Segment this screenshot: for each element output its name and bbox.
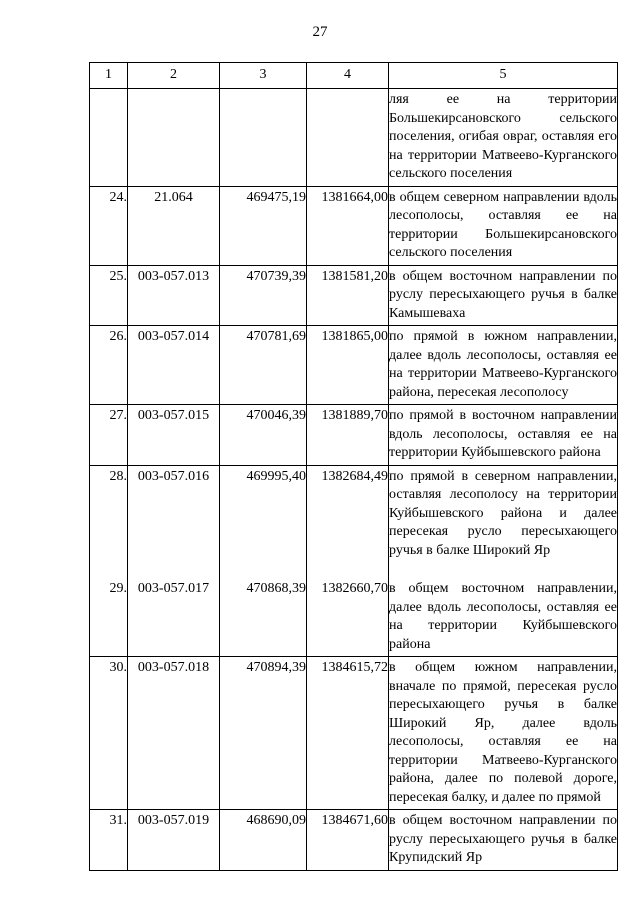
point-code: 003-057.017 (128, 562, 220, 657)
row-number: 25. (90, 265, 128, 326)
row-number: 24. (90, 186, 128, 265)
point-code: 003-057.015 (128, 405, 220, 466)
table-row (90, 405, 618, 466)
table-row (90, 465, 618, 562)
x-coordinate: 470046,39 (220, 405, 307, 466)
route-description: по прямой в северном направлении, оставляя лесополосу на территории Куйбышевского района и далее пересекая русло пересыхающего ручья в балке Широкий Яр (389, 465, 618, 562)
empty-cell (128, 89, 220, 187)
x-coordinate: 470894,39 (220, 657, 307, 810)
header-cell-4: 4 (307, 63, 389, 89)
x-coordinate: 468690,09 (220, 810, 307, 871)
row-number: 30. (90, 657, 128, 810)
y-coordinate: 1384671,60 (307, 810, 389, 871)
table-row (90, 657, 618, 810)
x-coordinate: 470781,69 (220, 326, 307, 405)
route-description: по прямой в южном направлении, далее вдоль лесополосы, оставляя ее на территории Матвеево-Курганского района, пересекая лесополосу (389, 326, 618, 405)
x-coordinate: 469475,19 (220, 186, 307, 265)
y-coordinate: 1382660,70 (307, 562, 389, 657)
header-cell-5: 5 (389, 63, 618, 89)
header-cell-3: 3 (220, 63, 307, 89)
y-coordinate: 1381664,00 (307, 186, 389, 265)
table-row (90, 326, 618, 405)
x-coordinate: 470739,39 (220, 265, 307, 326)
point-code: 003-057.013 (128, 265, 220, 326)
y-coordinate: 1384615,72 (307, 657, 389, 810)
y-coordinate: 1382684,49 (307, 465, 389, 562)
table-row (90, 186, 618, 265)
x-coordinate: 470868,39 (220, 562, 307, 657)
header-row (90, 63, 618, 89)
y-coordinate: 1381889,70 (307, 405, 389, 466)
table-row (90, 562, 618, 657)
row-number: 27. (90, 405, 128, 466)
empty-cell (220, 89, 307, 187)
point-code: 21.064 (128, 186, 220, 265)
boundary-table (89, 62, 618, 871)
route-description: в общем южном направлении, вначале по прямой, пересекая русло пересыхающего ручья в балке Широкий Яр, далее вдоль лесополосы, оставляя ее на территории Матвеево-Курганского района, далее по полевой дороге, пересекая балку, и далее по прямой (389, 657, 618, 810)
point-code: 003-057.018 (128, 657, 220, 810)
y-coordinate: 1381865,00 (307, 326, 389, 405)
table-row (90, 810, 618, 871)
route-description: в общем восточном направлении по руслу пересыхающего ручья в балке Камышеваха (389, 265, 618, 326)
header-cell-2: 2 (128, 63, 220, 89)
point-code: 003-057.014 (128, 326, 220, 405)
empty-cell (90, 89, 128, 187)
route-description: в общем восточном направлении по руслу пересыхающего ручья в балке Крупидский Яр (389, 810, 618, 871)
page-number: 27 (312, 24, 328, 40)
y-coordinate: 1381581,20 (307, 265, 389, 326)
route-description: по прямой в восточном направлении вдоль лесополосы, оставляя ее на территории Куйбышевского района (389, 405, 618, 466)
point-code: 003-057.019 (128, 810, 220, 871)
continuation-row (90, 89, 618, 187)
row-number: 26. (90, 326, 128, 405)
route-description: в общем восточном направлении, далее вдоль лесополосы, оставляя ее на территории Куйбышевского района (389, 562, 618, 657)
row-number: 29. (90, 562, 128, 657)
row-number: 28. (90, 465, 128, 562)
point-code: 003-057.016 (128, 465, 220, 562)
x-coordinate: 469995,40 (220, 465, 307, 562)
empty-cell (307, 89, 389, 187)
row-number: 31. (90, 810, 128, 871)
continuation-description: ляя ее на территории Большекирсановского сельского поселения, огибая овраг, оставляя его на территории Матвеево-Курганского сельского поселения (389, 89, 618, 187)
route-description: в общем северном направлении вдоль лесополосы, оставляя ее на территории Большекирсановского сельского поселения (389, 186, 618, 265)
header-cell-1: 1 (90, 63, 128, 89)
table-row (90, 265, 618, 326)
